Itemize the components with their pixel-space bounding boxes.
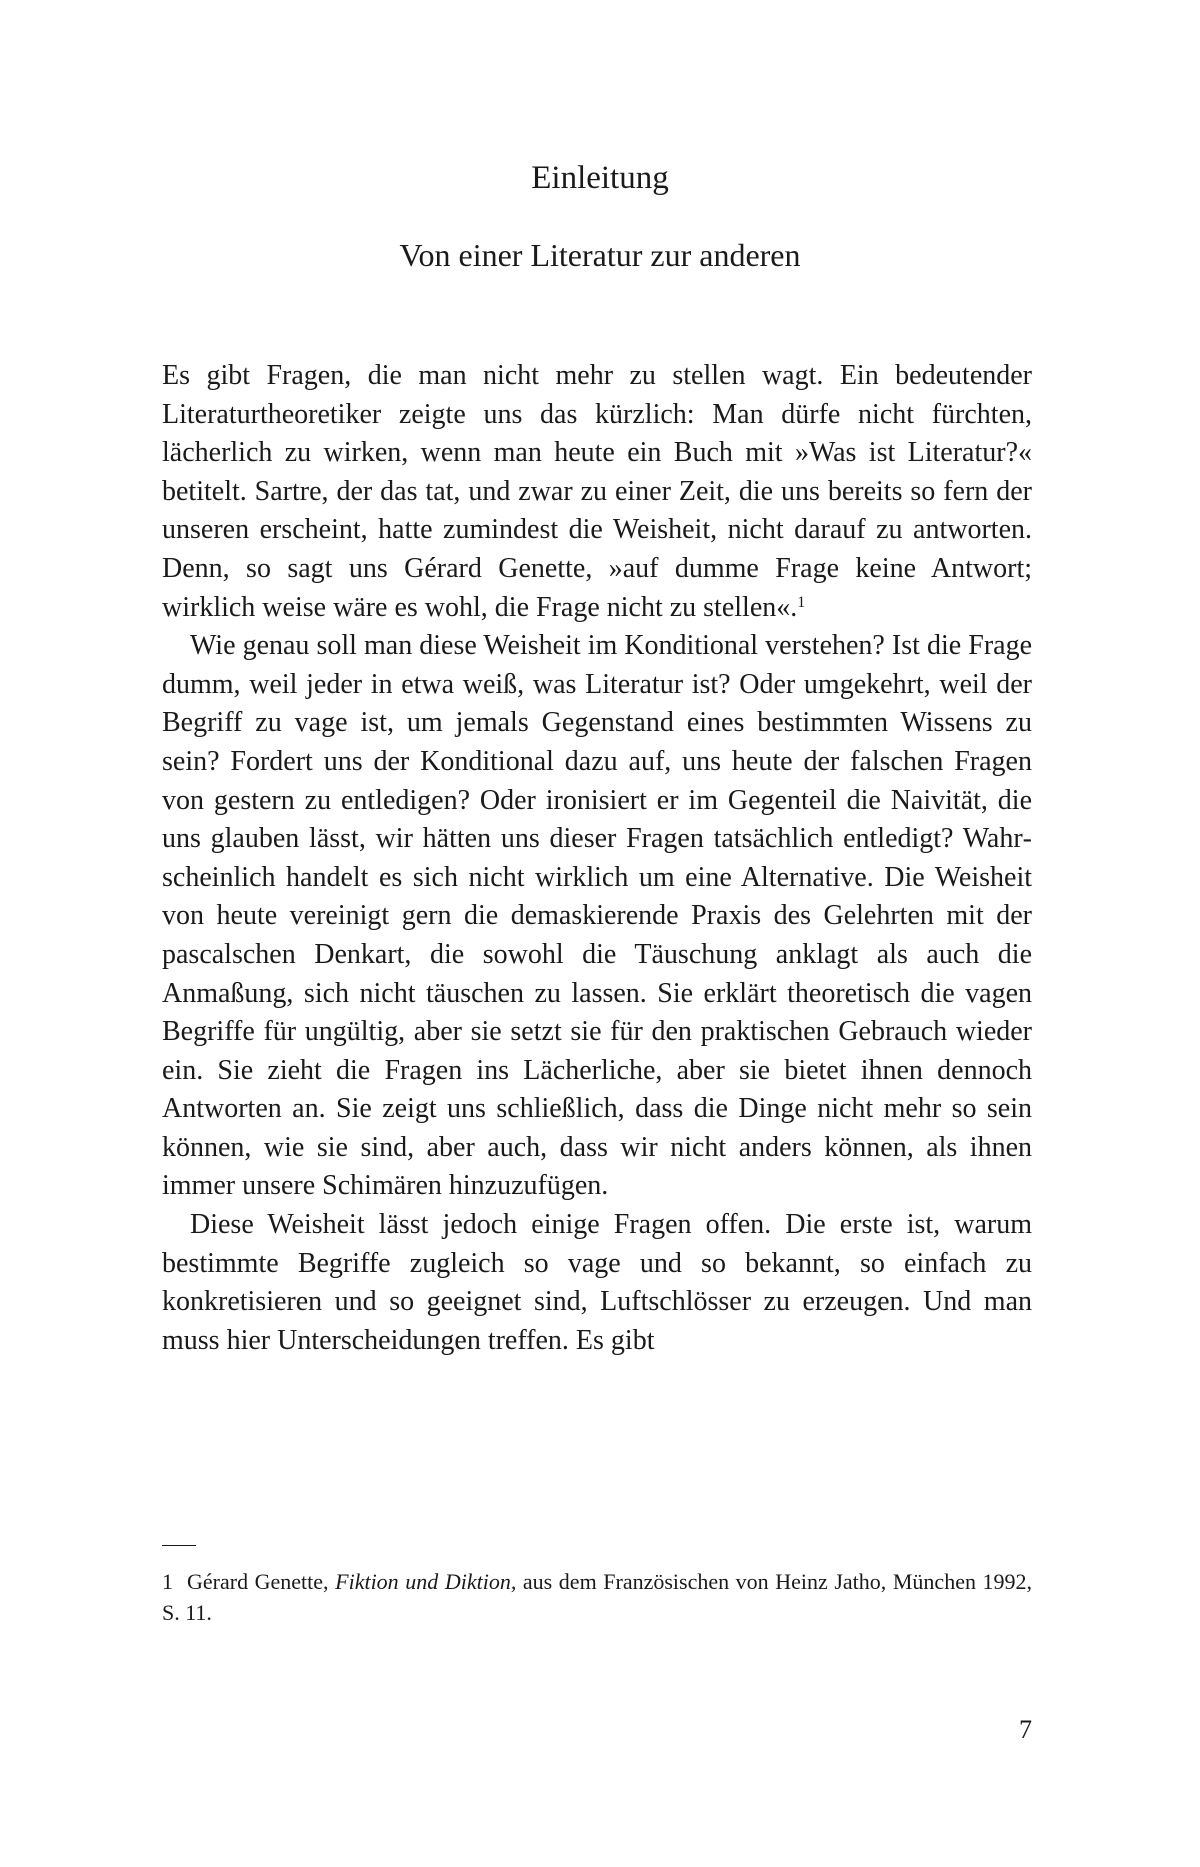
footnote-work-title: Fiktion und Diktion, xyxy=(335,1569,517,1594)
footnote-number: 1 xyxy=(162,1569,173,1594)
footnote-details: aus dem Französischen von Heinz Jatho, München 1992, S. 11. xyxy=(162,1569,1033,1625)
paragraph-1-text: Es gibt Fragen, die man nicht mehr zu stellen wagt. Ein bedeutender Literaturtheoretiker zeigte uns das kürzlich: Man dürfe nicht fürchten, lächerlich zu wirken, wenn man heute ein Buch mit »Was ist Literatur?« betitelt. Sartre, der das tat, und zwar zu einer Zeit, die uns bereits so fern der unseren erscheint, hatte zumindest die Weisheit, nicht darauf zu antworten. Denn, so sagt uns Gérard Genette, »auf dumme Frage keine Antwort; wirklich weise wäre es wohl, die Frage nicht zu stellen«. xyxy=(162,360,1032,623)
footnote-author: Gérard Genette, xyxy=(187,1569,329,1594)
footnote-reference: 1 xyxy=(797,593,806,611)
paragraph-2: Wie genau soll man diese Weisheit im Konditional verstehen? Ist die Frage dumm, weil jeder in etwa weiß, was Literatur ist? Oder umgekehrt, weil der Begriff zu vage ist, um jemals Gegenstand eines bestimmten Wissens zu sein? Fordert uns der Konditional dazu auf, uns heute der falschen Fragen von gestern zu entledigen? Oder ironisiert er im Gegenteil die Naivität, die uns glauben lässt, wir hätten uns dieser Fragen tatsächlich entledigt? Wahrscheinlich handelt es sich nicht wirklich um eine Alternative. Die Weisheit von heute vereinigt gern die demaskierende Praxis des Gelehrten mit der pascalschen Denkart, die sowohl die Täuschung anklagt als auch die Anmaßung, sich nicht täuschen zu lassen. Sie erklärt theoretisch die vagen Begriffe für ungültig, aber sie setzt sie für den praktischen Gebrauch wieder ein. Sie zieht die Fragen ins Lächerliche, aber sie bietet ihnen dennoch Antworten an. Sie zeigt uns schließlich, dass die Dinge nicht mehr so sein können, wie sie sind, aber auch, dass wir nicht anders können, als ihnen immer unsere Schimären hinzuzufügen. xyxy=(162,630,1032,1202)
body-text xyxy=(162,357,1032,1360)
footnote xyxy=(162,1566,1032,1628)
page-number: 7 xyxy=(1019,1715,1032,1744)
chapter-title: Einleitung xyxy=(531,160,669,196)
chapter-subtitle: Von einer Literatur zur anderen xyxy=(399,237,801,273)
paragraph-1 xyxy=(162,357,1032,627)
paragraph-3: Diese Weisheit lässt jedoch einige Fragen offen. Die erste ist, warum bestimmte Begriffe zugleich so vage und so bekannt, so einfach zu konkretisieren und so geeignet sind, Luftschlösser zu erzeugen. Und man muss hier Unterscheidungen treffen. Es gibt xyxy=(162,1209,1032,1356)
footnote-separator xyxy=(162,1545,196,1546)
